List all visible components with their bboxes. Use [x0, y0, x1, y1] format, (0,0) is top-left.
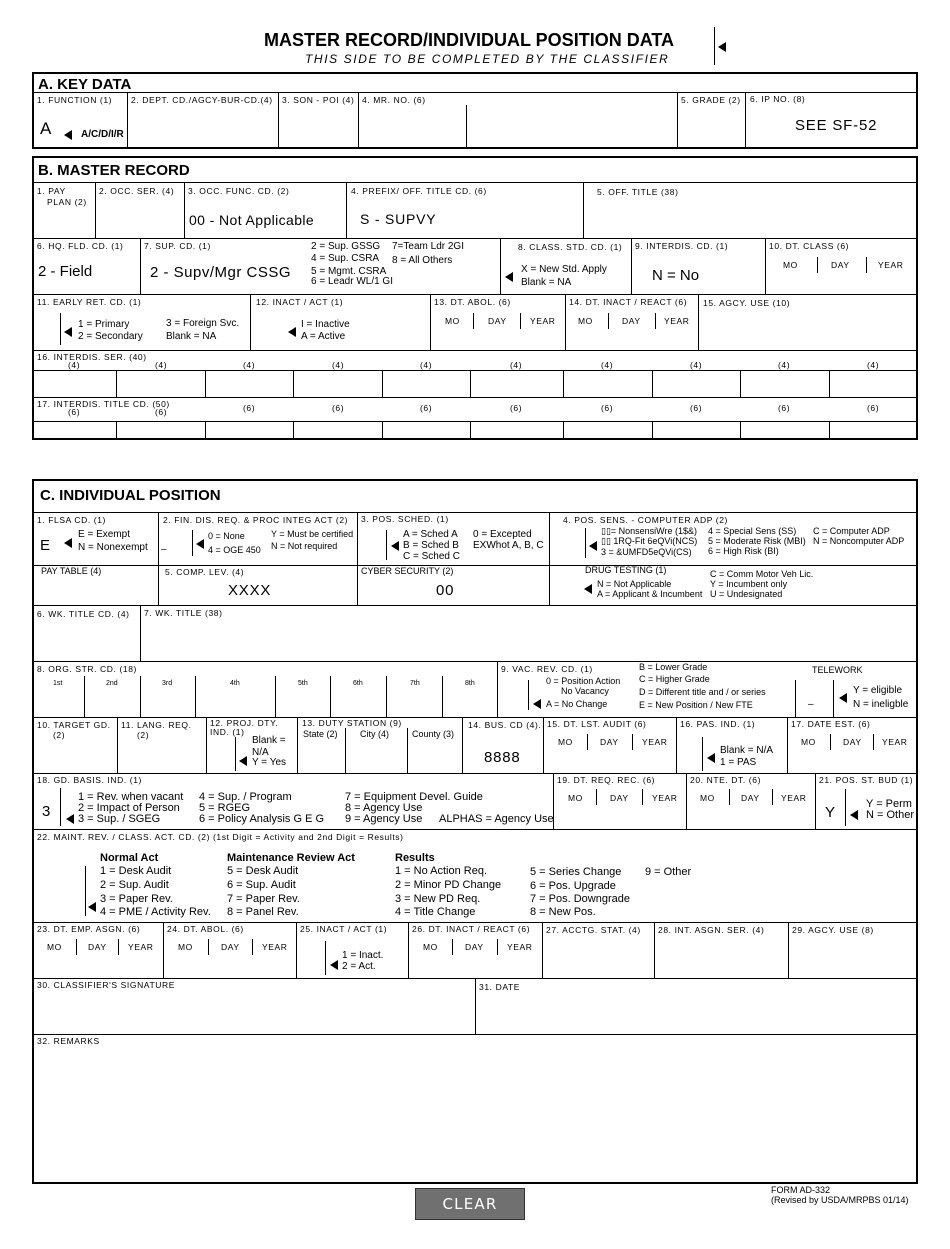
dt-lst-audit-label: 15. DT. LST. AUDIT (6): [547, 719, 647, 729]
interdis-cd-label: 9. INTERDIS. CD. (1): [635, 241, 729, 251]
maint-review-5: 5 = Desk Audit: [227, 865, 299, 877]
normal-act-heading: Normal Act: [100, 852, 159, 864]
pos-st-bud-dropdown-icon[interactable]: [850, 810, 858, 820]
interdis-title-n5: (6): [420, 403, 433, 413]
class-std-option-x: X = New Std. Apply: [521, 264, 607, 275]
sup-cd-value[interactable]: 2 - Supv/Mgr CSSG: [150, 264, 292, 281]
occ-func-label: 3. OCC. FUNC. CD. (2): [188, 186, 290, 196]
flsa-value[interactable]: E: [40, 537, 51, 554]
early-ret-option-3: 3 = Foreign Svc.: [166, 318, 240, 329]
proj-dty-option-blank-2: N/A: [252, 747, 269, 758]
gd-option-6: 6 = Policy Analysis G E G: [199, 813, 325, 825]
proj-dty-option-y: Y = Yes: [252, 757, 287, 768]
normal-act-3: 3 = Paper Rev.: [100, 893, 173, 905]
pos-sens-option-c: C = Computer ADP: [813, 526, 890, 536]
function-options: A/C/D/I/R: [81, 129, 124, 140]
wk-title-label: 7. WK. TITLE (38): [144, 608, 223, 618]
interdis-title-n2: (6): [155, 407, 168, 417]
drug-option-c: C = Comm Motor Veh Lic.: [710, 569, 814, 579]
pay-table-label: PAY TABLE (4): [41, 566, 102, 576]
pos-sched-option-b: B = Sched B: [403, 540, 459, 551]
agcy-use-label: 15. AGCY. USE (10): [703, 298, 791, 308]
pos-sens-option-2: ▯▯ 1RQ-Fit 6eQVi(NCS): [601, 536, 698, 546]
comp-lev-value[interactable]: XXXX: [228, 582, 272, 599]
results-3: 3 = New PD Req.: [395, 893, 481, 905]
prefix-title-label: 4. PREFIX/ OFF. TITLE CD. (6): [351, 186, 487, 196]
gd-option-3: 3 = Sup. / SGEG: [78, 813, 161, 825]
sup-option-4: 4 = Sup. CSRA: [311, 253, 380, 264]
agcy-use-2-label: 29. AGCY. USE (8): [792, 925, 874, 935]
org-2nd: 2nd: [106, 680, 118, 687]
duty-city-label: City (4): [360, 729, 389, 739]
target-gd-label: 10. TARGET GD.: [37, 720, 111, 730]
audit-day: DAY: [600, 737, 619, 747]
gd-option-8: 8 = Agency Use: [345, 802, 423, 814]
interdis-cd-value[interactable]: N = No: [652, 267, 700, 284]
gd-option-7: 7 = Equipment Devel. Guide: [345, 791, 483, 803]
nte-year: YEAR: [781, 793, 807, 803]
org-8th: 8th: [465, 680, 475, 687]
expand-arrow-icon[interactable]: [718, 42, 726, 52]
class-std-label: 8. CLASS. STD. CD. (1): [518, 242, 623, 252]
interdis-title-n9: (6): [778, 403, 791, 413]
lang-req-label: 11. LANG. REQ.: [121, 720, 192, 730]
pos-sens-option-1: ▯▯= NonsensiWre (1$&): [601, 526, 698, 536]
pos-st-option-y: Y = Perm: [866, 798, 912, 810]
inact-act-dropdown-icon[interactable]: [288, 327, 296, 337]
inact-act-2-option-2: 2 = Act.: [342, 961, 376, 972]
lang-req-label-2: (2): [137, 730, 150, 740]
dt-inact-year: YEAR: [664, 316, 690, 326]
drug-option-a: A = Applicant & Incumbent: [597, 589, 703, 599]
inact2-mo: MO: [423, 942, 438, 952]
target-gd-label-2: (2): [53, 730, 66, 740]
sup-option-7: 7=Team Ldr 2GI: [392, 241, 464, 252]
fin-dis-option-n: N = Not required: [271, 541, 338, 551]
early-ret-option-2: 2 = Secondary: [78, 331, 143, 342]
pos-sens-option-4: 4 = Special Sens (SS): [708, 526, 797, 536]
acctg-stat-label: 27. ACCTG. STAT. (4): [546, 925, 641, 935]
pas-ind-option-1: 1 = PAS: [720, 757, 757, 768]
dt-inact-react-2-label: 26. DT. INACT / REACT (6): [412, 924, 531, 934]
form-title: MASTER RECORD/INDIVIDUAL POSITION DATA: [264, 30, 675, 50]
vac-rev-option-0b: No Vacancy: [561, 686, 609, 696]
org-4th: 4th: [230, 680, 240, 687]
gd-option-9: 9 = Agency Use: [345, 813, 423, 825]
req-day: DAY: [610, 793, 629, 803]
proj-dty-label-2: IND. (1): [210, 727, 245, 737]
drug-option-y: Y = Incumbent only: [710, 579, 788, 589]
interdis-ser-n2: (4): [155, 360, 168, 370]
flsa-option-n: N = Nonexempt: [78, 542, 148, 553]
dt-abol-day: DAY: [488, 316, 507, 326]
flsa-dropdown-icon[interactable]: [64, 538, 72, 548]
sup-option-2: 2 = Sup. GSSG: [311, 241, 381, 252]
date-label: 31. DATE: [479, 982, 521, 992]
function-value[interactable]: A: [40, 119, 53, 138]
proj-dty-dropdown-icon[interactable]: [239, 756, 247, 766]
sup-option-8: 8 = All Others: [392, 255, 453, 266]
nte-mo: MO: [700, 793, 715, 803]
interdis-ser-n1: (4): [68, 360, 81, 370]
dt-emp-asgn-label: 23. DT. EMP. ASGN. (6): [37, 924, 141, 934]
pos-sched-label: 3. POS. SCHED. (1): [361, 514, 449, 524]
date-est-label: 17. DATE EST. (6): [791, 719, 871, 729]
pos-sens-label: 4. POS. SENS. - COMPUTER ADP (2): [563, 515, 728, 525]
pos-sched-dropdown-icon[interactable]: [391, 541, 399, 551]
emp-year: YEAR: [128, 942, 154, 952]
interdis-ser-n7: (4): [601, 360, 614, 370]
section-a-title: A. KEY DATA: [38, 76, 132, 93]
gd-option-alphas: ALPHAS = Agency Use: [439, 813, 554, 825]
interdis-ser-n10: (4): [867, 360, 880, 370]
occ-ser-label: 2. OCC. SER. (4): [99, 186, 175, 196]
interdis-ser-n5: (4): [420, 360, 433, 370]
dt-class-label: 10. DT. CLASS (6): [769, 241, 850, 251]
sup-cd-label: 7. SUP. CD. (1): [144, 241, 211, 251]
telework-dropdown-icon[interactable]: [839, 693, 847, 703]
inact-act-2-option-1: 1 = Inact.: [342, 950, 384, 961]
maint-review-8: 8 = Panel Rev.: [227, 906, 299, 918]
results-9: 9 = Other: [645, 866, 692, 878]
duty-station-label: 13. DUTY STATION (9): [302, 718, 402, 728]
est-year: YEAR: [882, 737, 908, 747]
dt-req-rec-label: 19. DT. REQ. REC. (6): [557, 775, 656, 785]
inact-act-label: 12. INACT / ACT (1): [256, 297, 344, 307]
dt-abol-label: 13. DT. ABOL. (6): [434, 297, 511, 307]
pos-st-bud-value[interactable]: Y: [825, 804, 836, 821]
pos-st-option-n: N = Other: [866, 809, 914, 821]
abol2-year: YEAR: [262, 942, 288, 952]
ip-no-value[interactable]: SEE SF-52: [795, 117, 878, 134]
results-heading: Results: [395, 852, 435, 864]
results-2: 2 = Minor PD Change: [395, 879, 502, 891]
early-ret-option-blank: Blank = NA: [166, 331, 217, 342]
normal-act-2: 2 = Sup. Audit: [100, 879, 169, 891]
fin-dis-option-0: 0 = None: [208, 531, 245, 541]
abol2-mo: MO: [178, 942, 193, 952]
fin-dis-dropdown-icon[interactable]: [196, 539, 204, 549]
interdis-title-n7: (6): [601, 403, 614, 413]
clear-form-button[interactable]: CLEAR FORM: [415, 1188, 525, 1220]
fin-dis-option-4: 4 = OGE 450: [208, 545, 261, 555]
dept-code-label: 2. DEPT. CD./AGCY-BUR-CD.(4): [131, 95, 273, 105]
hq-fld-value[interactable]: 2 - Field: [38, 263, 93, 280]
dt-abol-year: YEAR: [530, 316, 556, 326]
vac-rev-option-e: E = New Position / New FTE: [639, 700, 753, 710]
form-revision: (Revised by USDA/MRPBS 01/14): [771, 1195, 909, 1205]
remarks-label: 32. REMARKS: [37, 1036, 100, 1046]
drug-testing-label: DRUG TESTING (1): [585, 565, 667, 575]
pas-ind-dropdown-icon[interactable]: [707, 753, 715, 763]
gd-option-2: 2 = Impact of Person: [78, 802, 180, 814]
org-3rd: 3rd: [162, 680, 173, 687]
interdis-ser-n6: (4): [510, 360, 523, 370]
off-title-label: 5. OFF. TITLE (38): [597, 187, 679, 197]
section-a: [32, 72, 918, 149]
duty-county-label: County (3): [412, 729, 455, 739]
org-6th: 6th: [353, 680, 363, 687]
org-7th: 7th: [410, 680, 420, 687]
pos-sens-option-3: 3 = &UMFD5eQVi(CS): [601, 547, 692, 557]
flsa-label: 1. FLSA CD. (1): [37, 515, 106, 525]
dt-inact-mo: MO: [578, 316, 593, 326]
pas-ind-label: 16. PAS. IND. (1): [680, 719, 756, 729]
pay-plan-label-2: PLAN (2): [47, 197, 87, 207]
form-subtitle: THIS SIDE TO BE COMPLETED BY THE CLASSIFIER: [305, 52, 670, 66]
pos-st-bud-label: 21. POS. ST. BUD (1): [819, 775, 914, 785]
audit-mo: MO: [558, 737, 573, 747]
pay-plan-label: 1. PAY: [37, 186, 66, 196]
gd-basis-dropdown-icon[interactable]: [66, 814, 74, 824]
inact-act-option-i: I = Inactive: [301, 319, 350, 330]
interdis-ser-label: 16. INTERDIS. SER. (40): [37, 352, 147, 362]
dt-abol-2-label: 24. DT. ABOL. (6): [167, 924, 244, 934]
pos-sched-option-a: A = Sched A: [403, 529, 458, 540]
nte-day: DAY: [741, 793, 760, 803]
drug-option-u: U = Undesignated: [710, 589, 783, 599]
interdis-title-n3: (6): [243, 403, 256, 413]
early-ret-label: 11. EARLY RET. CD. (1): [37, 297, 142, 307]
occ-func-value[interactable]: 00 - Not Applicable: [189, 212, 315, 228]
sup-option-6: 6 = Leadr WL/1 GI: [311, 276, 393, 287]
section-b-title: B. MASTER RECORD: [38, 162, 190, 179]
proj-dty-label: 12. PROJ. DTY.: [210, 718, 279, 728]
telework-option-n: N = ineligble: [853, 699, 909, 710]
vac-rev-option-0: 0 = Position Action: [546, 676, 621, 686]
pos-sens-dropdown-icon[interactable]: [589, 541, 597, 551]
interdis-title-n10: (6): [867, 403, 880, 413]
cyber-label: CYBER SECURITY (2): [361, 566, 454, 576]
gd-option-5: 5 = RGEG: [199, 802, 251, 814]
maint-review-6: 6 = Sup. Audit: [227, 879, 296, 891]
function-dropdown-icon[interactable]: [64, 130, 72, 140]
interdis-ser-n8: (4): [690, 360, 703, 370]
flsa-option-e: E = Exempt: [78, 529, 130, 540]
inact-act-option-a: A = Active: [301, 331, 346, 342]
hq-fld-label: 6. HQ. FLD. CD. (1): [37, 241, 124, 251]
dt-class-year: YEAR: [878, 260, 904, 270]
drug-option-n: N = Not Applicable: [597, 579, 672, 589]
early-ret-dropdown-icon[interactable]: [64, 327, 72, 337]
drug-testing-dropdown-icon[interactable]: [584, 584, 592, 594]
function-label: 1. FUNCTION (1): [37, 95, 113, 105]
org-str-label: 8. ORG. STR. CD. (18): [37, 664, 137, 674]
class-std-dropdown-icon[interactable]: [505, 272, 513, 282]
dt-class-mo: MO: [783, 260, 798, 270]
vac-rev-label: 9. VAC. REV. CD. (1): [501, 664, 593, 674]
emp-mo: MO: [47, 942, 62, 952]
interdis-ser-n9: (4): [778, 360, 791, 370]
dt-inact-day: DAY: [622, 316, 641, 326]
req-year: YEAR: [652, 793, 678, 803]
vac-rev-option-b: B = Lower Grade: [639, 662, 708, 672]
pos-sched-option-c: C = Sched C: [403, 551, 460, 562]
section-c-title: C. INDIVIDUAL POSITION: [40, 487, 221, 504]
inact-act-2-dropdown-icon[interactable]: [330, 960, 338, 970]
classifier-signature-label: 30. CLASSIFIER'S SIGNATURE: [37, 980, 175, 990]
pos-sens-option-6: 6 = High Risk (BI): [708, 546, 779, 556]
prefix-title-value[interactable]: S - SUPVY: [360, 211, 437, 227]
wk-title-cd-label: 6. WK. TITLE CD. (4): [37, 609, 130, 619]
results-6: 6 = Pos. Upgrade: [530, 880, 616, 892]
emp-day: DAY: [88, 942, 107, 952]
org-5th: 5th: [298, 680, 308, 687]
gd-basis-label: 18. GD. BASIS. IND. (1): [37, 775, 142, 785]
telework-label: TELEWORK: [812, 665, 863, 675]
fin-dis-label: 2. FIN. DIS. REQ. & PROC INTEG ACT (2): [163, 515, 349, 525]
proj-dty-option-blank: Blank =: [252, 735, 286, 746]
interdis-title-n4: (6): [332, 403, 345, 413]
gd-option-4: 4 = Sup. / Program: [199, 791, 292, 803]
interdis-title-n1: (6): [68, 407, 81, 417]
interdis-ser-n4: (4): [332, 360, 345, 370]
early-ret-option-1: 1 = Primary: [78, 319, 130, 330]
ip-no-label: 6. IP NO. (8): [750, 94, 806, 104]
form-number: FORM AD-332: [771, 1185, 831, 1195]
telework-option-y: Y = eligible: [853, 685, 903, 696]
audit-year: YEAR: [642, 737, 668, 747]
int-asgn-ser-label: 28. INT. ASGN. SER. (4): [658, 925, 765, 935]
abol2-day: DAY: [221, 942, 240, 952]
normal-act-1: 1 = Desk Audit: [100, 865, 172, 877]
dt-inact-react-label: 14. DT. INACT / REACT (6): [569, 297, 688, 307]
pos-sens-option-5: 5 = Moderate Risk (MBI): [708, 536, 806, 546]
pos-sens-option-n: N = Noncomputer ADP: [813, 536, 905, 546]
vac-rev-dropdown-icon[interactable]: [533, 699, 541, 709]
comp-lev-label: 5. COMP. LEV. (4): [165, 567, 245, 577]
results-4: 4 = Title Change: [395, 906, 476, 918]
results-8: 8 = New Pos.: [530, 906, 596, 918]
telework-value[interactable]: –: [808, 699, 814, 710]
bus-cd-label: 14. BUS. CD (4).: [468, 720, 542, 730]
results-5: 5 = Series Change: [530, 866, 622, 878]
gd-option-1: 1 = Rev. when vacant: [78, 791, 184, 803]
class-std-option-blank: Blank = NA: [521, 277, 572, 288]
maint-rev-label: 22. MAINT. REV. / CLASS. ACT. CD. (2) (1st Digit = Activity and 2nd Digit = Results): [37, 832, 404, 842]
grade-label: 5. GRADE (2): [681, 95, 741, 105]
pos-sched-option-0: 0 = Excepted: [473, 529, 532, 540]
interdis-title-n8: (6): [690, 403, 703, 413]
bus-cd-value[interactable]: 8888: [484, 749, 521, 766]
vac-rev-option-a: A = No Change: [546, 699, 608, 709]
fin-dis-dash[interactable]: –: [161, 544, 167, 555]
maint-rev-dropdown-icon[interactable]: [88, 902, 96, 912]
est-day: DAY: [843, 737, 862, 747]
org-1st: 1st: [53, 680, 63, 687]
vac-rev-option-c: C = Higher Grade: [639, 674, 710, 684]
sup-option-5: 5 = Mgmt. CSRA: [311, 266, 387, 277]
interdis-title-label: 17. INTERDIS. TITLE CD. (50): [37, 399, 170, 409]
cyber-value[interactable]: 00: [436, 582, 455, 599]
inact2-year: YEAR: [507, 942, 533, 952]
duty-state-label: State (2): [303, 729, 338, 739]
gd-basis-value[interactable]: 3: [42, 803, 52, 820]
inact2-day: DAY: [465, 942, 484, 952]
results-1: 1 = No Action Req.: [395, 865, 488, 877]
pos-sched-option-ex: EXWhot A, B, C: [473, 540, 544, 551]
results-7: 7 = Pos. Downgrade: [530, 893, 630, 905]
est-mo: MO: [801, 737, 816, 747]
req-mo: MO: [568, 793, 583, 803]
vac-rev-option-d: D = Different title and / or series: [639, 687, 766, 697]
pas-ind-option-blank: Blank = N/A: [720, 745, 774, 756]
nte-dt-label: 20. NTE. DT. (6): [690, 775, 762, 785]
dt-abol-mo: MO: [445, 316, 460, 326]
son-poi-label: 3. SON - POI (4): [282, 95, 355, 105]
maint-review-7: 7 = Paper Rev.: [227, 893, 300, 905]
mr-no-label: 4. MR. NO. (6): [362, 95, 426, 105]
dt-class-day: DAY: [831, 260, 850, 270]
interdis-title-n6: (6): [510, 403, 523, 413]
normal-act-4: 4 = PME / Activity Rev.: [100, 906, 211, 918]
fin-dis-option-y: Y = Must be certified: [271, 529, 354, 539]
maint-review-heading: Maintenance Review Act: [227, 852, 355, 864]
inact-act-2-label: 25. INACT / ACT (1): [300, 924, 388, 934]
interdis-ser-n3: (4): [243, 360, 256, 370]
